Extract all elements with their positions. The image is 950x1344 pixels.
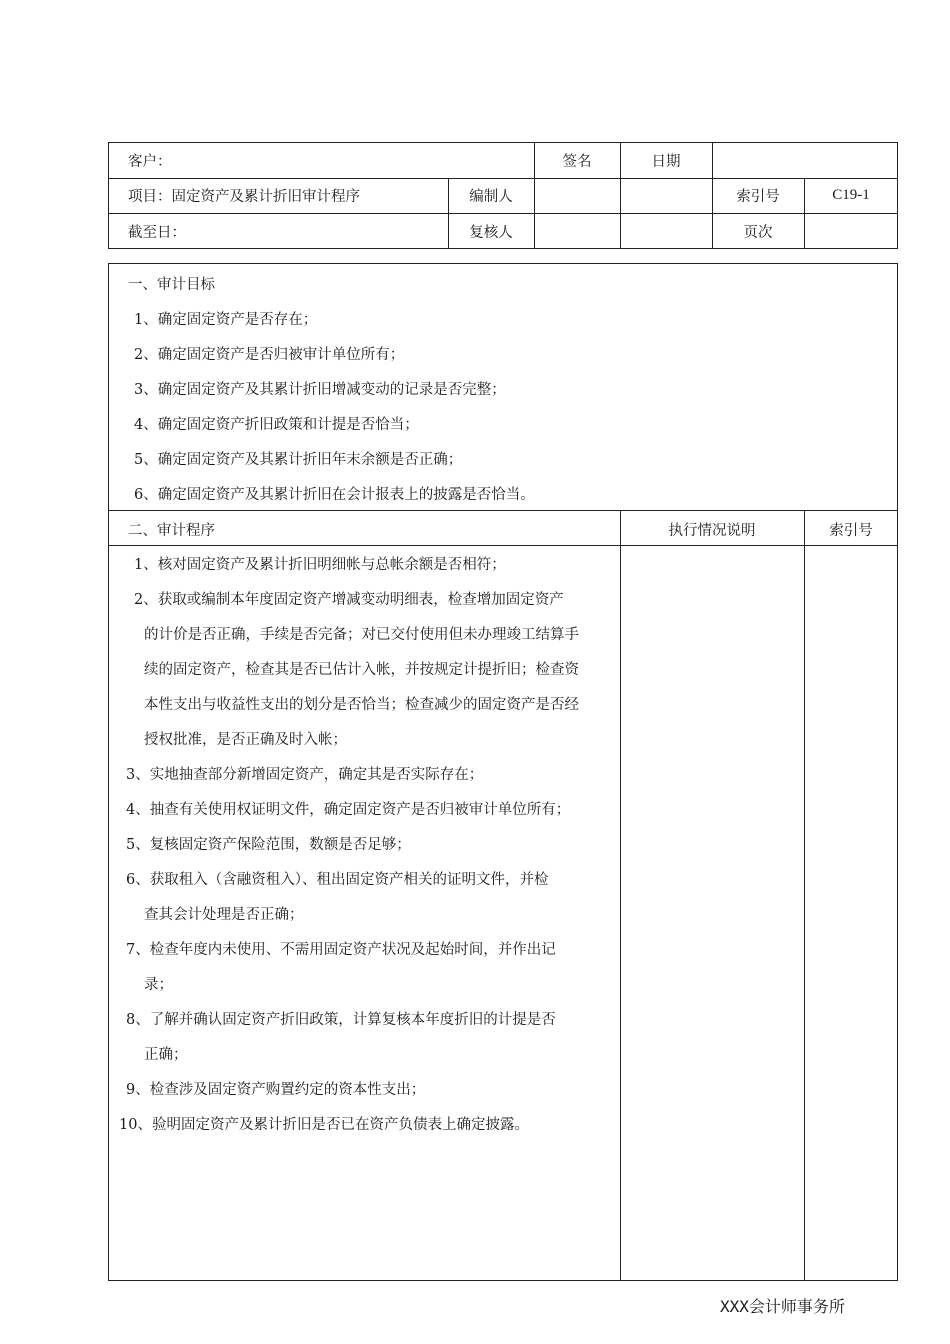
page-label: 页次 bbox=[743, 224, 773, 241]
procedure-line: 9、检查涉及固定资产购置约定的资本性支出； bbox=[126, 1082, 426, 1098]
sign-label: 签名 bbox=[562, 153, 592, 170]
reviewer-sign-cell[interactable] bbox=[534, 213, 620, 249]
execution-column-header: 执行情况说明 bbox=[668, 523, 756, 539]
preparer-sign-cell[interactable] bbox=[534, 178, 620, 213]
index-label: 索引号 bbox=[736, 189, 780, 205]
procedure-line: 录； bbox=[144, 977, 173, 993]
procedure-line: 4、抽查有关使用权证明文件，确定固定资产是否归被审计单位所有； bbox=[126, 802, 571, 818]
cutoff-label: 截至日： bbox=[128, 224, 186, 241]
procedure-line: 10、验明固定资产及累计折旧是否已在资产负债表上确定披露。 bbox=[119, 1117, 529, 1133]
procedure-line: 授权批准，是否正确及时入帐； bbox=[144, 732, 347, 748]
procedure-line: 3、实地抽查部分新增固定资产，确定其是否实际存在； bbox=[126, 767, 484, 783]
project-label: 项目：固定资产及累计折旧审计程序 bbox=[128, 189, 360, 205]
objective-item: 2、确定固定资产是否归被审计单位所有； bbox=[134, 347, 405, 363]
procedure-line: 正确； bbox=[144, 1047, 188, 1063]
procedures-title: 二、审计程序 bbox=[128, 523, 215, 539]
procedure-line: 的计价是否正确，手续是否完备；对已交付使用但未办理竣工结算手 bbox=[144, 627, 579, 643]
objective-item: 5、确定固定资产及其累计折旧年末余额是否正确； bbox=[134, 452, 463, 468]
date-value-cell[interactable] bbox=[712, 142, 898, 178]
objective-item: 3、确定固定资产及其累计折旧增减变动的记录是否完整； bbox=[134, 382, 506, 398]
procedure-line: 6、获取租入（含融资租入）、租出固定资产相关的证明文件，并检 bbox=[126, 872, 549, 888]
procedure-line: 7、检查年度内未使用、不需用固定资产状况及起始时间，并作出记 bbox=[126, 942, 556, 958]
objective-item: 4、确定固定资产折旧政策和计提是否恰当； bbox=[134, 417, 419, 433]
preparer-label: 编制人 bbox=[469, 189, 513, 205]
firm-name-footer: XXX会计师事务所 bbox=[720, 1297, 845, 1316]
audit-body-table bbox=[108, 263, 898, 1281]
reviewer-date-cell[interactable] bbox=[620, 213, 712, 249]
client-label: 客户： bbox=[128, 153, 172, 170]
objectives-title: 一、审计目标 bbox=[128, 277, 215, 293]
procedure-line: 8、了解并确认固定资产折旧政策，计算复核本年度折旧的计提是否 bbox=[126, 1012, 556, 1028]
procedure-line: 5、复核固定资产保险范围，数额是否足够； bbox=[126, 837, 411, 853]
index-column-header: 索引号 bbox=[829, 523, 873, 539]
procedure-line: 2、获取或编制本年度固定资产增减变动明细表，检查增加固定资产 bbox=[134, 592, 564, 608]
procedure-line: 查其会计处理是否正确； bbox=[144, 907, 304, 923]
objective-item: 1、确定固定资产是否存在； bbox=[134, 312, 318, 328]
page-value-cell[interactable] bbox=[804, 213, 898, 249]
date-label: 日期 bbox=[651, 153, 681, 170]
preparer-date-cell[interactable] bbox=[620, 178, 712, 213]
header-table bbox=[108, 142, 898, 249]
procedure-line: 1、核对固定资产及累计折旧明细帐与总帐余额是否相符； bbox=[134, 557, 506, 573]
objective-item: 6、确定固定资产及其累计折旧在会计报表上的披露是否恰当。 bbox=[134, 487, 535, 503]
index-value: C19-1 bbox=[832, 187, 870, 203]
procedure-line: 本性支出与收益性支出的划分是否恰当；检查减少的固定资产是否经 bbox=[144, 697, 579, 713]
reviewer-label: 复核人 bbox=[469, 224, 513, 241]
procedure-line: 续的固定资产，检查其是否已估计入帐，并按规定计提折旧；检查资 bbox=[144, 662, 579, 678]
